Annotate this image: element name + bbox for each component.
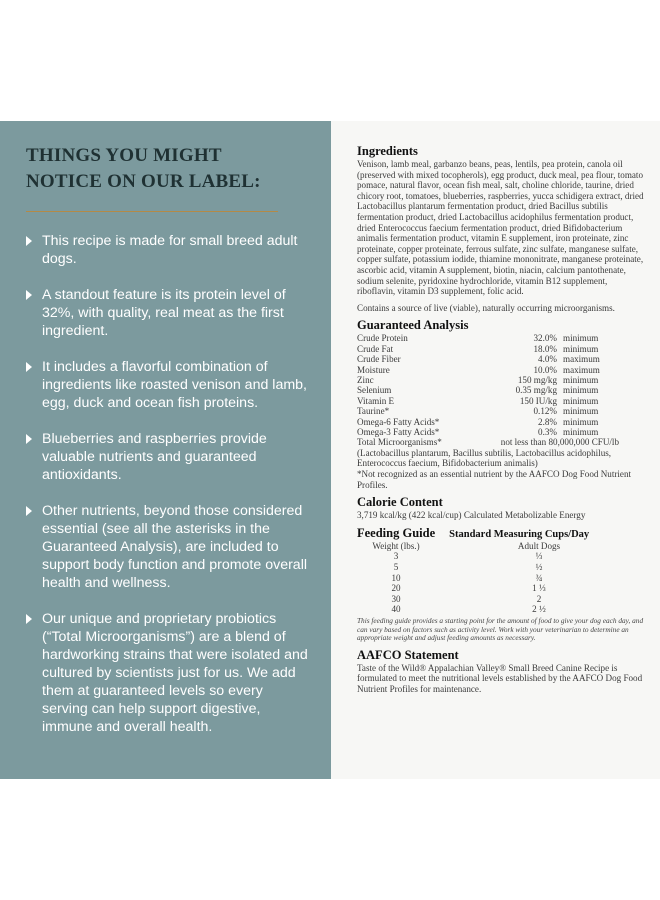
ga-value: 32.0% [533,333,557,344]
label-panel [331,121,660,779]
table-row [357,344,619,354]
list-item [26,358,311,412]
guaranteed-analysis-table [357,333,619,437]
cups-cell: 2 ½ [532,604,546,615]
ga-value: 4.0% [538,354,557,365]
ga-qualifier: maximum [563,354,600,365]
ga-qualifier: maximum [563,364,600,375]
table-row [357,375,619,385]
feeding-guide-note: This feeding guide provides a starting point for the amount of food to give your dog each day, and can vary based on factors such as activity level. Work with your veterinarian to determine an appropriate weight and adjust feeding amounts as necessary. [357,615,644,643]
ingredients-text: Venison, lamb meal, garbanzo beans, peas, lentils, pea protein, canola oil (preserved with mixed tocopherols), egg product, duck meal, pea flour, tomato pomace, natural flavor, ocean fish meal, salt, choline chloride, taurine, dried chicory root, tomatoes, blueberries, raspberries, yucca schidigera extract, dried Lactobacillus plantarum fermentation product, dried Bacillus subtilis fermentation product, dried Lactobacillus acidophilus fermentation product, dried Enterococcus faecium fermentation product, dried Bifidobacterium animalis fermentation product, vitamin E supplement, iron proteinate, zinc proteinate, copper proteinate, ferrous sulfate, zinc sulfate, manganese sulfate, copper sulfate, potassium iodide, thiamine mononitrate, manganese proteinate, ascorbic acid, vitamin A supplement, biotin, niacin, calcium pantothenate, sodium selenite, pyridoxine hydrochloride, vitamin B12 supplement, riboflavin, vitamin D3 supplement, folic acid. [357,159,644,297]
triangle-bullet-icon [26,614,32,624]
ga-value: 10.0% [533,364,557,375]
weight-column-header: Weight (lbs.) [372,540,420,551]
title-divider [26,211,278,212]
ga-name: Taurine* [357,406,390,417]
total-microorganisms-row [357,437,619,447]
cups-cell: ¾ [535,572,543,583]
ga-name: Crude Fiber [357,354,401,365]
list-item [26,286,311,340]
cups-cell: ½ [535,561,543,572]
ga-name: Vitamin E [357,395,395,406]
triangle-bullet-icon [26,236,32,246]
feeding-guide-subheading: Standard Measuring Cups/Day [449,528,590,540]
feeding-guide-heading: Feeding Guide [357,525,436,540]
ga-value: 150 mg/kg [517,374,557,385]
ga-name: Omega-3 Fatty Acids* [357,426,440,437]
table-row [361,562,639,573]
triangle-bullet-icon [26,506,32,516]
table-row [357,385,619,395]
list-item [26,232,311,268]
table-header-row [361,541,639,552]
ga-qualifier: minimum [563,343,599,354]
ingredients-heading: Ingredients [357,144,418,158]
ga-name: Zinc [357,374,374,385]
ga-name: Moisture [357,364,390,375]
guaranteed-analysis-heading: Guaranteed Analysis [357,318,469,333]
table-row [361,604,639,615]
aafco-statement: Taste of the Wild® Appalachian Valley® Small Breed Canine Recipe is formulated to meet the nutritional levels established by the AAFCO Dog Food Nutrient Profiles for maintenance. [357,662,643,694]
triangle-bullet-icon [26,362,32,372]
feeding-guide-header [357,527,646,541]
ga-qualifier: minimum [563,385,599,396]
ga-value: 18.0% [533,343,557,354]
triangle-bullet-icon [26,290,32,300]
table-row [361,551,639,562]
list-item [26,502,311,592]
microorganisms-note: Contains a source of live (viable), naturally occurring microorganisms. [357,302,615,313]
table-row [361,594,639,605]
aafco-heading: AAFCO Statement [357,647,459,662]
triangle-bullet-icon [26,434,32,444]
ga-name: Selenium [357,385,392,396]
cups-cell: ⅓ [535,551,543,562]
ga-qualifier: minimum [563,395,599,406]
table-row [361,573,639,584]
ga-value: 0.35 mg/kg [515,385,557,396]
panel-title: THINGS YOU MIGHT NOTICE ON OUR LABEL: [26,145,261,192]
table-row [357,333,619,343]
table-row [361,583,639,594]
ga-value: 0.12% [533,406,557,417]
label-notes-panel [0,121,331,779]
total-microorganisms-value: not less than 80,000,000 CFU/lb [500,437,619,448]
note-text: A standout feature is its protein level of 32%, with quality, real meat as the first ingredient. [42,287,286,339]
total-microorganisms-label: Total Microorganisms* [357,437,442,448]
note-text: It includes a flavorful combination of ingredients like roasted venison and lamb, egg, duck and ocean fish proteins. [42,359,307,411]
note-text: Blueberries and raspberries provide valuable nutrients and guaranteed antioxidants. [42,431,267,483]
weight-cell: 3 [393,551,399,562]
table-row [357,427,619,437]
table-row [357,365,619,375]
ga-qualifier: minimum [563,406,599,417]
ga-name: Omega-6 Fatty Acids* [357,416,440,427]
weight-cell: 20 [391,583,401,594]
calorie-heading: Calorie Content [357,495,443,510]
table-row [357,354,619,364]
note-text: This recipe is made for small breed adult dogs. [42,233,298,267]
ga-qualifier: minimum [563,374,599,385]
ga-qualifier: minimum [563,333,599,344]
ga-name: Crude Protein [357,333,408,344]
calorie-text: 3,719 kcal/kg (422 kcal/cup) Calculated Metabolizable Energy [357,510,586,521]
ga-value: 0.3% [538,426,557,437]
cups-column-header: Adult Dogs [517,540,561,551]
note-text: Other nutrients, beyond those considered essential (see all the asterisks in the Guaranteed Analysis), are included to support body function and promote overall health and wellness. [42,503,307,591]
note-text: Our unique and proprietary probiotics (“Total Microorganisms”) are a blend of hardworking strains that were isolated and cultured by scientists just for us. We add them at guaranteed levels so every serving can help support digestive, immune and overall health. [42,611,308,735]
ga-value: 2.8% [538,416,557,427]
microorganism-strains: (Lactobacillus plantarum, Bacillus subtilis, Lactobacillus acidophilus, Enterococcus faecium, Bifidobacterium animalis) [357,447,612,469]
table-row [357,417,619,427]
weight-cell: 40 [391,604,401,615]
weight-cell: 10 [391,572,401,583]
table-row [357,406,619,416]
notes-list [26,232,311,736]
list-item [26,610,311,736]
weight-cell: 30 [391,593,401,604]
feeding-guide-table [361,541,639,615]
cups-cell: 1 ⅓ [532,583,546,594]
table-row [357,396,619,406]
weight-cell: 5 [393,561,399,572]
cups-cell: 2 [536,593,542,604]
aafco-footnote: *Not recognized as an essential nutrient by the AAFCO Dog Food Nutrient Profiles. [357,468,632,490]
ga-value: 150 IU/kg [519,395,557,406]
ga-qualifier: minimum [563,426,599,437]
list-item [26,430,311,484]
ga-name: Crude Fat [357,343,394,354]
ga-qualifier: minimum [563,416,599,427]
